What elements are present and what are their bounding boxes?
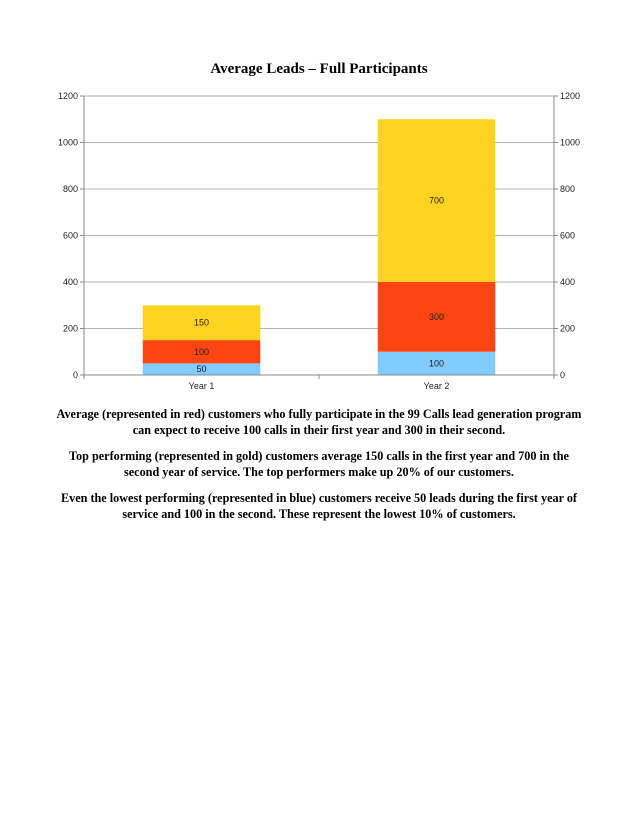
right-y-tick-label-200: 200 xyxy=(560,323,576,334)
data-label-year-1-series-2: 150 xyxy=(193,317,210,328)
paragraph-average: Average (represented in red) customers who fully participate in the 99 Calls lead generation program can expect to receive 100 calls in their first year and 300 in their second. xyxy=(56,407,582,437)
label-layer xyxy=(58,91,580,391)
right-y-tick-label-600: 600 xyxy=(560,230,576,241)
right-y-tick-label-1000: 1000 xyxy=(560,137,581,148)
bar-layer xyxy=(143,119,496,375)
paragraph-lowest-performing: Even the lowest performing (represented in blue) customers receive 50 leads during the first year of service and 100 in the second. These represent the lowest 10% of customers. xyxy=(61,491,577,521)
data-label-year-1-series-1: 100 xyxy=(193,346,210,357)
right-y-tick-label-800: 800 xyxy=(560,184,576,194)
data-label-year-1-series-0: 50 xyxy=(196,364,207,375)
left-y-tick-label-800: 800 xyxy=(62,184,78,194)
right-y-tick-label-1200: 1200 xyxy=(560,91,581,101)
left-y-tick-label-0: 0 xyxy=(72,370,78,380)
left-y-tick-label-1200: 1200 xyxy=(57,91,78,101)
x-tick-label-0: Year 1 xyxy=(188,381,215,391)
left-y-tick-label-400: 400 xyxy=(62,277,78,287)
data-label-year-2-series-0: 100 xyxy=(428,358,445,369)
data-label-year-2-series-2: 700 xyxy=(428,195,445,206)
right-y-tick-label-400: 400 xyxy=(560,277,576,287)
left-y-tick-label-200: 200 xyxy=(62,323,78,334)
left-y-tick-label-1000: 1000 xyxy=(57,137,78,148)
data-label-year-2-series-1: 300 xyxy=(428,311,445,322)
paragraph-top-performing: Top performing (represented in gold) customers average 150 calls in the first year and 700 in the second year of service. The top performers make up 20% of our customers. xyxy=(69,449,569,479)
stacked-bar-chart xyxy=(0,0,638,400)
left-y-tick-label-600: 600 xyxy=(62,230,78,241)
chart-title: Average Leads – Full Participants xyxy=(210,61,428,77)
right-y-tick-label-0: 0 xyxy=(560,370,566,380)
x-tick-label-1: Year 2 xyxy=(423,381,450,391)
